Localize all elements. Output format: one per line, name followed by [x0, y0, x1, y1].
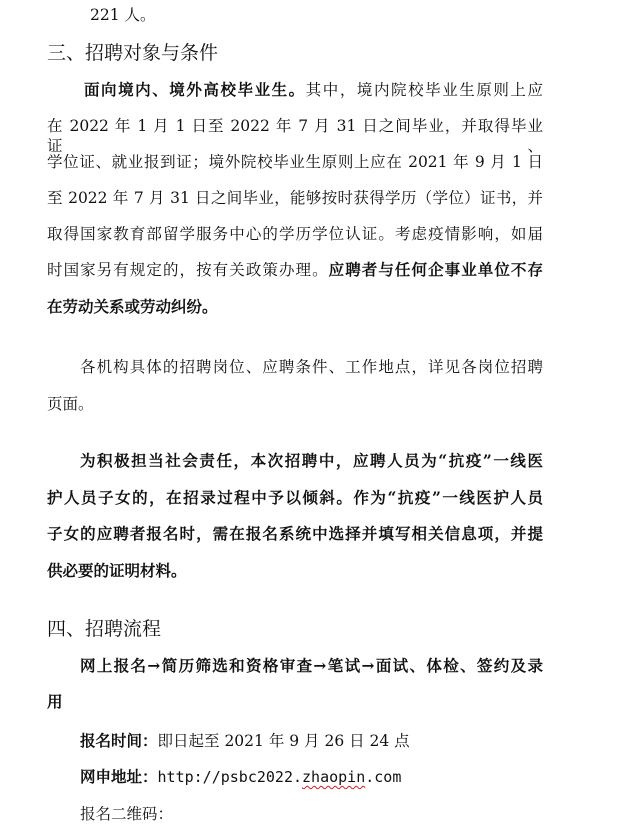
application-url-link[interactable]	[158, 768, 402, 786]
paragraph-line	[47, 80, 543, 100]
paragraph-line: 至 2022 年 7 月 31 日之间毕业，能够按时获得学历（学位）证书，并	[47, 189, 543, 207]
application-url-label: 网申地址：	[80, 767, 158, 786]
application-time	[80, 731, 410, 751]
process-flow-text: 用	[47, 692, 63, 711]
previous-section-tail: 221 人。	[90, 6, 156, 24]
url-domain: zhaopin	[302, 768, 366, 786]
bold-lead-text: 面向境内、境外高校毕业生。	[84, 80, 306, 99]
paragraph-line: 各机构具体的招聘岗位、应聘条件、工作地点，详见各岗位招聘	[80, 358, 543, 376]
paragraph-line: 取得国家教育部留学服务中心的学历学位认证。考虑疫情影响，如届	[47, 225, 543, 243]
url-prefix: http://psbc2022.	[157, 768, 303, 786]
bold-paragraph-line: 子女的应聘者报名时，需在报名系统中选择并填写相关信息项，并提	[47, 524, 543, 543]
application-time-label: 报名时间：	[80, 731, 158, 750]
bold-notice-text: 在劳动关系或劳动纠纷。	[47, 297, 218, 316]
bold-paragraph-line: 供必要的证明材料。	[47, 561, 187, 580]
paragraph-line	[47, 260, 543, 280]
application-time-value: 即日起至 2021 年 9 月 26 日 24 点	[157, 732, 410, 750]
url-suffix: .com	[365, 768, 402, 786]
line-text: 其中，境内院校毕业生原则上应	[305, 81, 543, 99]
paragraph-line: 在 2022 年 1 月 1 日至 2022 年 7 月 31 日之间毕业，并取得毕业证、	[47, 117, 543, 155]
paragraph-line: 学位证、就业报到证；境外院校毕业生原则上应在 2021 年 9 月 1 日	[47, 153, 543, 171]
bold-notice-text: 应聘者与任何企事业单位不存	[328, 260, 543, 279]
qr-code-label: 报名二维码：	[80, 805, 174, 823]
process-flow-text: 网上报名→简历筛选和资格审查→笔试→面试、体检、签约及录	[80, 656, 543, 675]
paragraph-line: 页面。	[47, 395, 94, 413]
section-heading-recruitment-targets: 三、招聘对象与条件	[47, 42, 219, 64]
section-heading-recruitment-process: 四、招聘流程	[47, 618, 162, 640]
bold-paragraph-line: 为积极担当社会责任，本次招聘中，应聘人员为“抗疫”一线医	[80, 451, 543, 470]
bold-paragraph-line: 护人员子女的，在招录过程中予以倾斜。作为“抗疫”一线医护人员	[47, 488, 543, 507]
application-url	[80, 767, 401, 787]
line-text: 时国家另有规定的，按有关政策办理。	[47, 261, 329, 279]
